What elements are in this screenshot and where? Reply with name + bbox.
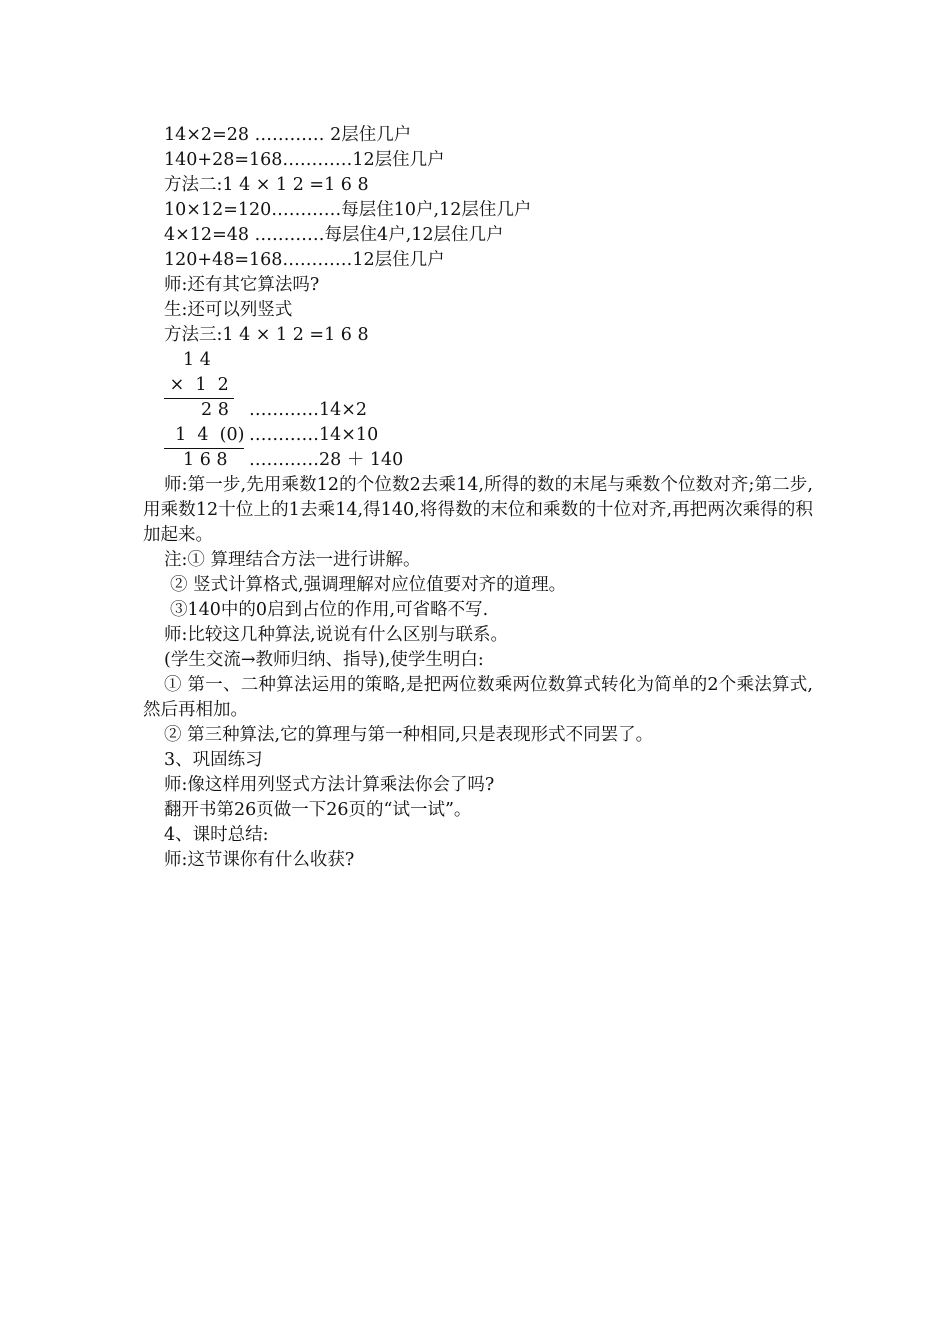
paragraph: 师:第一步,先用乘数12的个位数2去乘14,所得的数的末尾与乘数个位数对齐;第二步,用乘数12十位上的1去乘14,得140,将得数的末位和乘数的十位对齐,再把两次乘得的积加起来。 xyxy=(143,475,813,545)
note-line: ③140中的0启到占位的作用,可省略不写. xyxy=(170,600,489,620)
section-heading: 3、巩固练习 xyxy=(164,750,263,770)
vertical-calc-row xyxy=(143,398,813,423)
text-line: (学生交流→教师归纳、指导),使学生明白: xyxy=(164,650,484,670)
text-line: 方法二:1 4 × 1 2 =1 6 8 xyxy=(164,175,369,195)
calc-partial-product: 2 8 xyxy=(201,400,229,420)
text-line: 师:像这样用列竖式方法计算乘法你会了吗? xyxy=(164,775,495,795)
calc-note: …………14×2 xyxy=(249,400,368,420)
text-line: 师:这节课你有什么收获? xyxy=(164,850,355,870)
calc-note: …………28 ＋ 140 xyxy=(249,450,404,470)
text-line: 翻开书第26页做一下26页的“试一试”。 xyxy=(164,800,472,820)
text-line: 生:还可以列竖式 xyxy=(164,300,293,320)
text-line: 师:比较这几种算法,说说有什么区别与联系。 xyxy=(164,625,508,645)
calc-result: 1 6 8 xyxy=(183,450,228,470)
text-line: 方法三:1 4 × 1 2 =1 6 8 xyxy=(164,325,369,345)
text-line: 4×12=48 …………每层住4户,12层住几户 xyxy=(164,225,504,245)
vertical-calc-row xyxy=(143,448,813,473)
calc-multiplier: × 1 2 xyxy=(164,373,234,399)
section-heading: 4、课时总结: xyxy=(164,825,269,845)
text-line: 120+48=168…………12层住几户 xyxy=(164,250,445,270)
text-line: 师:还有其它算法吗? xyxy=(164,275,320,295)
calc-partial-product: 1 4 (0) xyxy=(164,423,244,449)
text-line: 140+28=168…………12层住几户 xyxy=(164,150,445,170)
text-line: ② 第三种算法,它的算理与第一种相同,只是表现形式不同罢了。 xyxy=(164,725,654,745)
vertical-calc-row xyxy=(143,423,813,448)
calc-multiplicand: 1 4 xyxy=(183,350,211,370)
note-line: 注:① 算理结合方法一进行讲解。 xyxy=(164,550,421,570)
text-line: 10×12=120…………每层住10户,12层住几户 xyxy=(164,200,532,220)
document-body xyxy=(143,123,813,873)
vertical-calc-row xyxy=(143,373,813,398)
paragraph: ① 第一、二种算法运用的策略,是把两位数乘两位数算式转化为简单的2个乘法算式,然后再相加。 xyxy=(143,675,813,720)
note-line: ② 竖式计算格式,强调理解对应位值要对齐的道理。 xyxy=(170,575,567,595)
calc-note: …………14×10 xyxy=(249,425,379,445)
vertical-calc-row xyxy=(143,348,813,373)
text-line: 14×2=28 ………… 2层住几户 xyxy=(164,125,412,145)
